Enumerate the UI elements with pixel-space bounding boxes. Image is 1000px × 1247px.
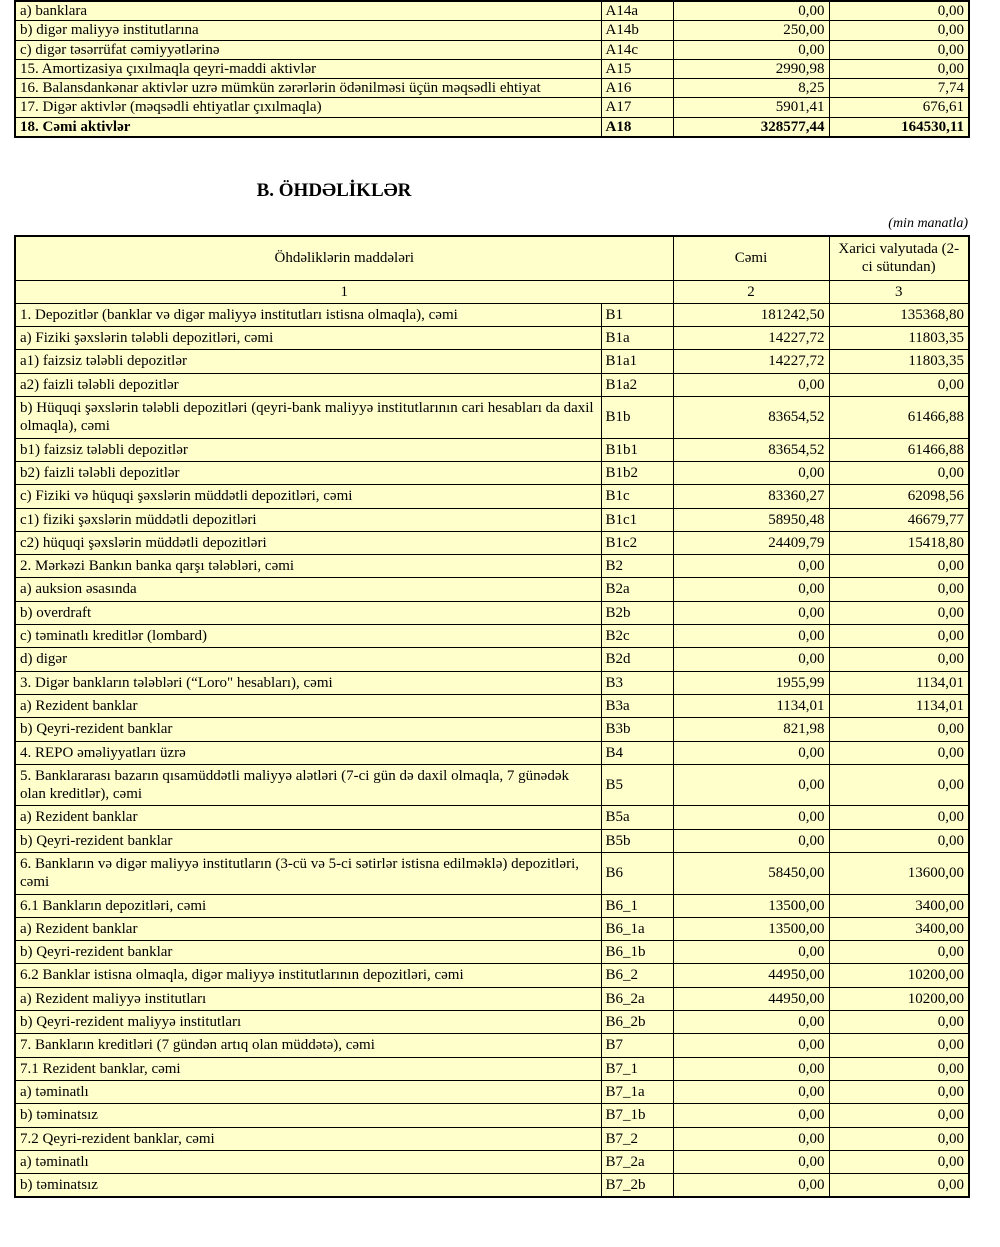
row-foreign-value: 0,00	[829, 59, 969, 78]
row-code: B1a2	[601, 373, 673, 396]
row-label: 4. REPO əməliyyatları üzrə	[15, 741, 601, 764]
row-label: b) Qeyri-rezident banklar	[15, 941, 601, 964]
table-row	[15, 40, 969, 59]
row-total-value: 0,00	[673, 941, 829, 964]
table-row	[15, 964, 969, 987]
row-label: b) Qeyri-rezident maliyyə institutları	[15, 1011, 601, 1034]
table-row	[15, 1, 969, 21]
row-code: B1a	[601, 327, 673, 350]
table-row	[15, 21, 969, 40]
unit-note: (min manatla)	[888, 216, 968, 232]
row-foreign-value: 0,00	[829, 1127, 969, 1150]
row-total-value: 0,00	[673, 555, 829, 578]
row-code: B1b2	[601, 461, 673, 484]
row-label: b) overdraft	[15, 601, 601, 624]
row-label: a) auksion əsasında	[15, 578, 601, 601]
row-label: a1) faizsiz tələbli depozitlər	[15, 350, 601, 373]
table-row	[15, 397, 969, 439]
row-foreign-value: 0,00	[829, 741, 969, 764]
row-foreign-value: 1134,01	[829, 671, 969, 694]
row-label: a) Rezident banklar	[15, 806, 601, 829]
row-total-value: 328577,44	[673, 117, 829, 137]
table-row	[15, 1057, 969, 1080]
row-foreign-value: 62098,56	[829, 485, 969, 508]
row-total-value: 83654,52	[673, 438, 829, 461]
row-foreign-value: 61466,88	[829, 397, 969, 439]
row-foreign-value: 46679,77	[829, 508, 969, 531]
table-row	[15, 1034, 969, 1057]
row-label: c) təminatlı kreditlər (lombard)	[15, 625, 601, 648]
table-row	[15, 555, 969, 578]
table-row	[15, 59, 969, 78]
row-label: b2) faizli tələbli depozitlər	[15, 461, 601, 484]
row-code: B1b	[601, 397, 673, 439]
row-code: B1c1	[601, 508, 673, 531]
row-label: c2) hüquqi şəxslərin müddətli depozitləri	[15, 531, 601, 554]
row-foreign-value: 10200,00	[829, 987, 969, 1010]
row-label: 15. Amortizasiya çıxılmaqla qeyri-maddi aktivlər	[15, 59, 601, 78]
row-code: B3a	[601, 694, 673, 717]
row-foreign-value: 0,00	[829, 648, 969, 671]
row-total-value: 0,00	[673, 1150, 829, 1173]
row-label: 16. Balansdankənar aktivlər uzrə mümkün zərərlərin ödənilməsi üçün məqsədli ehtiyat	[15, 79, 601, 98]
row-code: B1a1	[601, 350, 673, 373]
row-total-value: 0,00	[673, 625, 829, 648]
row-code: B7_1b	[601, 1104, 673, 1127]
row-total-value: 58450,00	[673, 853, 829, 895]
row-label: b) Qeyri-rezident banklar	[15, 718, 601, 741]
row-code: B6_1	[601, 894, 673, 917]
header-col-number-3: 3	[829, 280, 969, 303]
row-foreign-value: 0,00	[829, 373, 969, 396]
table-row	[15, 671, 969, 694]
row-label: 6. Bankların və digər maliyyə institutların (3-cü və 5-ci sətirlər istisna edilməklə) depozitləri, cəmi	[15, 853, 601, 895]
row-code: B7	[601, 1034, 673, 1057]
row-label: b) digər maliyyə institutlarına	[15, 21, 601, 40]
row-total-value: 83360,27	[673, 485, 829, 508]
row-foreign-value: 3400,00	[829, 917, 969, 940]
row-label: c) digər təsərrüfat cəmiyyətlərinə	[15, 40, 601, 59]
table-row	[15, 764, 969, 806]
row-total-value: 0,00	[673, 1174, 829, 1198]
table-row	[15, 98, 969, 117]
row-label: 7. Bankların kreditləri (7 gündən artıq olan müddətə), cəmi	[15, 1034, 601, 1057]
row-code: B1c	[601, 485, 673, 508]
row-label: 17. Digər aktivlər (məqsədli ehtiyatlar çıxılmaqla)	[15, 98, 601, 117]
row-total-value: 44950,00	[673, 987, 829, 1010]
row-code: B6	[601, 853, 673, 895]
row-label: 7.2 Qeyri-rezident banklar, cəmi	[15, 1127, 601, 1150]
row-foreign-value: 0,00	[829, 941, 969, 964]
row-foreign-value: 0,00	[829, 555, 969, 578]
row-total-value: 1955,99	[673, 671, 829, 694]
assets-table-body	[15, 1, 969, 137]
row-code: B6_1b	[601, 941, 673, 964]
row-total-value: 0,00	[673, 648, 829, 671]
table-row	[15, 1174, 969, 1198]
row-foreign-value: 0,00	[829, 1057, 969, 1080]
row-label: 1. Depozitlər (banklar və digər maliyyə institutları istisna olmaqla), cəmi	[15, 303, 601, 326]
table-row	[15, 853, 969, 895]
row-foreign-value: 3400,00	[829, 894, 969, 917]
header-items-column: Öhdəliklərin maddələri	[15, 236, 673, 280]
table-row	[15, 79, 969, 98]
row-foreign-value: 0,00	[829, 461, 969, 484]
header-col-number-1: 1	[15, 280, 673, 303]
row-total-value: 13500,00	[673, 917, 829, 940]
row-foreign-value: 0,00	[829, 764, 969, 806]
row-label: 6.2 Banklar istisna olmaqla, digər maliyyə institutlarının depozitləri, cəmi	[15, 964, 601, 987]
row-total-value: 1134,01	[673, 694, 829, 717]
row-total-value: 0,00	[673, 1034, 829, 1057]
row-total-value: 0,00	[673, 1104, 829, 1127]
table-row	[15, 531, 969, 554]
row-total-value: 0,00	[673, 764, 829, 806]
row-label: 6.1 Bankların depozitləri, cəmi	[15, 894, 601, 917]
row-total-value: 0,00	[673, 578, 829, 601]
row-code: B5b	[601, 829, 673, 852]
row-code: A14b	[601, 21, 673, 40]
section-b-heading: B. ÖHDƏLİKLƏR	[256, 180, 412, 202]
table-row	[15, 508, 969, 531]
row-code: A16	[601, 79, 673, 98]
table-row	[15, 718, 969, 741]
table-row	[15, 648, 969, 671]
row-total-value: 58950,48	[673, 508, 829, 531]
row-total-value: 0,00	[673, 1057, 829, 1080]
row-total-value: 0,00	[673, 829, 829, 852]
table-row	[15, 117, 969, 137]
row-code: B6_2b	[601, 1011, 673, 1034]
table-row	[15, 894, 969, 917]
row-total-value: 14227,72	[673, 327, 829, 350]
row-foreign-value: 0,00	[829, 1174, 969, 1198]
row-code: B7_2b	[601, 1174, 673, 1198]
row-code: A14a	[601, 1, 673, 21]
row-total-value: 181242,50	[673, 303, 829, 326]
row-label: b) təminatsız	[15, 1174, 601, 1198]
row-code: B2a	[601, 578, 673, 601]
header-row	[15, 236, 969, 280]
row-foreign-value: 7,74	[829, 79, 969, 98]
row-code: A15	[601, 59, 673, 78]
table-row	[15, 829, 969, 852]
row-total-value: 8,25	[673, 79, 829, 98]
row-total-value: 5901,41	[673, 98, 829, 117]
row-total-value: 0,00	[673, 806, 829, 829]
table-row	[15, 461, 969, 484]
table-row	[15, 806, 969, 829]
row-foreign-value: 135368,80	[829, 303, 969, 326]
row-foreign-value: 1134,01	[829, 694, 969, 717]
row-total-value: 0,00	[673, 373, 829, 396]
table-row	[15, 741, 969, 764]
row-code: B7_1	[601, 1057, 673, 1080]
row-code: B2c	[601, 625, 673, 648]
row-code: B3	[601, 671, 673, 694]
row-label: b) Qeyri-rezident banklar	[15, 829, 601, 852]
row-code: A18	[601, 117, 673, 137]
row-label: a2) faizli tələbli depozitlər	[15, 373, 601, 396]
row-label: a) Fiziki şəxslərin tələbli depozitləri, cəmi	[15, 327, 601, 350]
row-foreign-value: 61466,88	[829, 438, 969, 461]
table-row	[15, 917, 969, 940]
row-code: B5	[601, 764, 673, 806]
row-code: B7_1a	[601, 1080, 673, 1103]
row-total-value: 13500,00	[673, 894, 829, 917]
row-label: a) banklara	[15, 1, 601, 21]
row-total-value: 0,00	[673, 1011, 829, 1034]
row-total-value: 0,00	[673, 461, 829, 484]
table-row	[15, 485, 969, 508]
row-code: B2	[601, 555, 673, 578]
row-foreign-value: 676,61	[829, 98, 969, 117]
row-code: B3b	[601, 718, 673, 741]
row-code: B4	[601, 741, 673, 764]
row-foreign-value: 0,00	[829, 1104, 969, 1127]
row-label: 18. Cəmi aktivlər	[15, 117, 601, 137]
row-code: A14c	[601, 40, 673, 59]
row-code: B6_1a	[601, 917, 673, 940]
row-code: B2d	[601, 648, 673, 671]
row-foreign-value: 0,00	[829, 718, 969, 741]
table-row	[15, 601, 969, 624]
assets-table	[14, 0, 970, 138]
row-total-value: 0,00	[673, 1080, 829, 1103]
table-row	[15, 1080, 969, 1103]
header-total-column: Cəmi	[673, 236, 829, 280]
row-total-value: 0,00	[673, 1, 829, 21]
row-total-value: 0,00	[673, 1127, 829, 1150]
header-col-number-2: 2	[673, 280, 829, 303]
table-row	[15, 327, 969, 350]
table-row	[15, 350, 969, 373]
row-foreign-value: 0,00	[829, 1011, 969, 1034]
row-foreign-value: 0,00	[829, 625, 969, 648]
row-total-value: 24409,79	[673, 531, 829, 554]
row-total-value: 2990,98	[673, 59, 829, 78]
row-code: B6_2a	[601, 987, 673, 1010]
row-foreign-value: 0,00	[829, 1080, 969, 1103]
row-total-value: 250,00	[673, 21, 829, 40]
table-row	[15, 1011, 969, 1034]
row-label: 2. Mərkəzi Bankın banka qarşı tələbləri, cəmi	[15, 555, 601, 578]
row-code: B1	[601, 303, 673, 326]
row-foreign-value: 0,00	[829, 806, 969, 829]
row-total-value: 821,98	[673, 718, 829, 741]
row-foreign-value: 0,00	[829, 40, 969, 59]
liabilities-table-header	[15, 236, 969, 303]
row-label: d) digər	[15, 648, 601, 671]
row-total-value: 0,00	[673, 601, 829, 624]
row-code: A17	[601, 98, 673, 117]
table-row	[15, 1104, 969, 1127]
row-total-value: 44950,00	[673, 964, 829, 987]
row-label: 3. Digər bankların tələbləri (“Loro" hesabları), cəmi	[15, 671, 601, 694]
row-foreign-value: 0,00	[829, 21, 969, 40]
row-code: B1b1	[601, 438, 673, 461]
row-label: c) Fiziki və hüquqi şəxslərin müddətli depozitləri, cəmi	[15, 485, 601, 508]
table-row	[15, 438, 969, 461]
row-label: c1) fiziki şəxslərin müddətli depozitləri	[15, 508, 601, 531]
row-foreign-value: 0,00	[829, 1034, 969, 1057]
row-label: a) təminatlı	[15, 1150, 601, 1173]
liabilities-table	[14, 235, 970, 1198]
row-foreign-value: 13600,00	[829, 853, 969, 895]
table-row	[15, 1150, 969, 1173]
row-label: a) Rezident banklar	[15, 917, 601, 940]
row-foreign-value: 0,00	[829, 601, 969, 624]
row-foreign-value: 164530,11	[829, 117, 969, 137]
table-row	[15, 625, 969, 648]
table-row	[15, 694, 969, 717]
table-row	[15, 941, 969, 964]
row-foreign-value: 10200,00	[829, 964, 969, 987]
row-foreign-value: 11803,35	[829, 350, 969, 373]
table-row	[15, 987, 969, 1010]
row-foreign-value: 0,00	[829, 578, 969, 601]
table-row	[15, 303, 969, 326]
row-total-value: 0,00	[673, 40, 829, 59]
table-row	[15, 578, 969, 601]
table-row	[15, 373, 969, 396]
row-code: B7_2	[601, 1127, 673, 1150]
liabilities-table-body	[15, 303, 969, 1197]
row-code: B7_2a	[601, 1150, 673, 1173]
row-label: b1) faizsiz tələbli depozitlər	[15, 438, 601, 461]
row-label: 5. Banklararası bazarın qısamüddətli maliyyə alətləri (7-ci gün də daxil olmaqla, 7 günədək olan kreditlər), cəmi	[15, 764, 601, 806]
row-label: a) təminatlı	[15, 1080, 601, 1103]
header-number-row	[15, 280, 969, 303]
row-code: B2b	[601, 601, 673, 624]
row-label: a) Rezident banklar	[15, 694, 601, 717]
row-code: B5a	[601, 806, 673, 829]
row-total-value: 14227,72	[673, 350, 829, 373]
header-foreign-column: Xarici valyutada (2-ci sütundan)	[829, 236, 969, 280]
row-label: b) təminatsız	[15, 1104, 601, 1127]
row-foreign-value: 11803,35	[829, 327, 969, 350]
row-foreign-value: 0,00	[829, 1, 969, 21]
row-foreign-value: 0,00	[829, 1150, 969, 1173]
row-foreign-value: 0,00	[829, 829, 969, 852]
row-label: b) Hüquqi şəxslərin tələbli depozitləri (qeyri-bank maliyyə institutlarının cari hesabları da daxil olmaqla), cəmi	[15, 397, 601, 439]
row-total-value: 0,00	[673, 741, 829, 764]
table-row	[15, 1127, 969, 1150]
row-total-value: 83654,52	[673, 397, 829, 439]
row-code: B6_2	[601, 964, 673, 987]
row-code: B1c2	[601, 531, 673, 554]
row-foreign-value: 15418,80	[829, 531, 969, 554]
row-label: 7.1 Rezident banklar, cəmi	[15, 1057, 601, 1080]
row-label: a) Rezident maliyyə institutları	[15, 987, 601, 1010]
